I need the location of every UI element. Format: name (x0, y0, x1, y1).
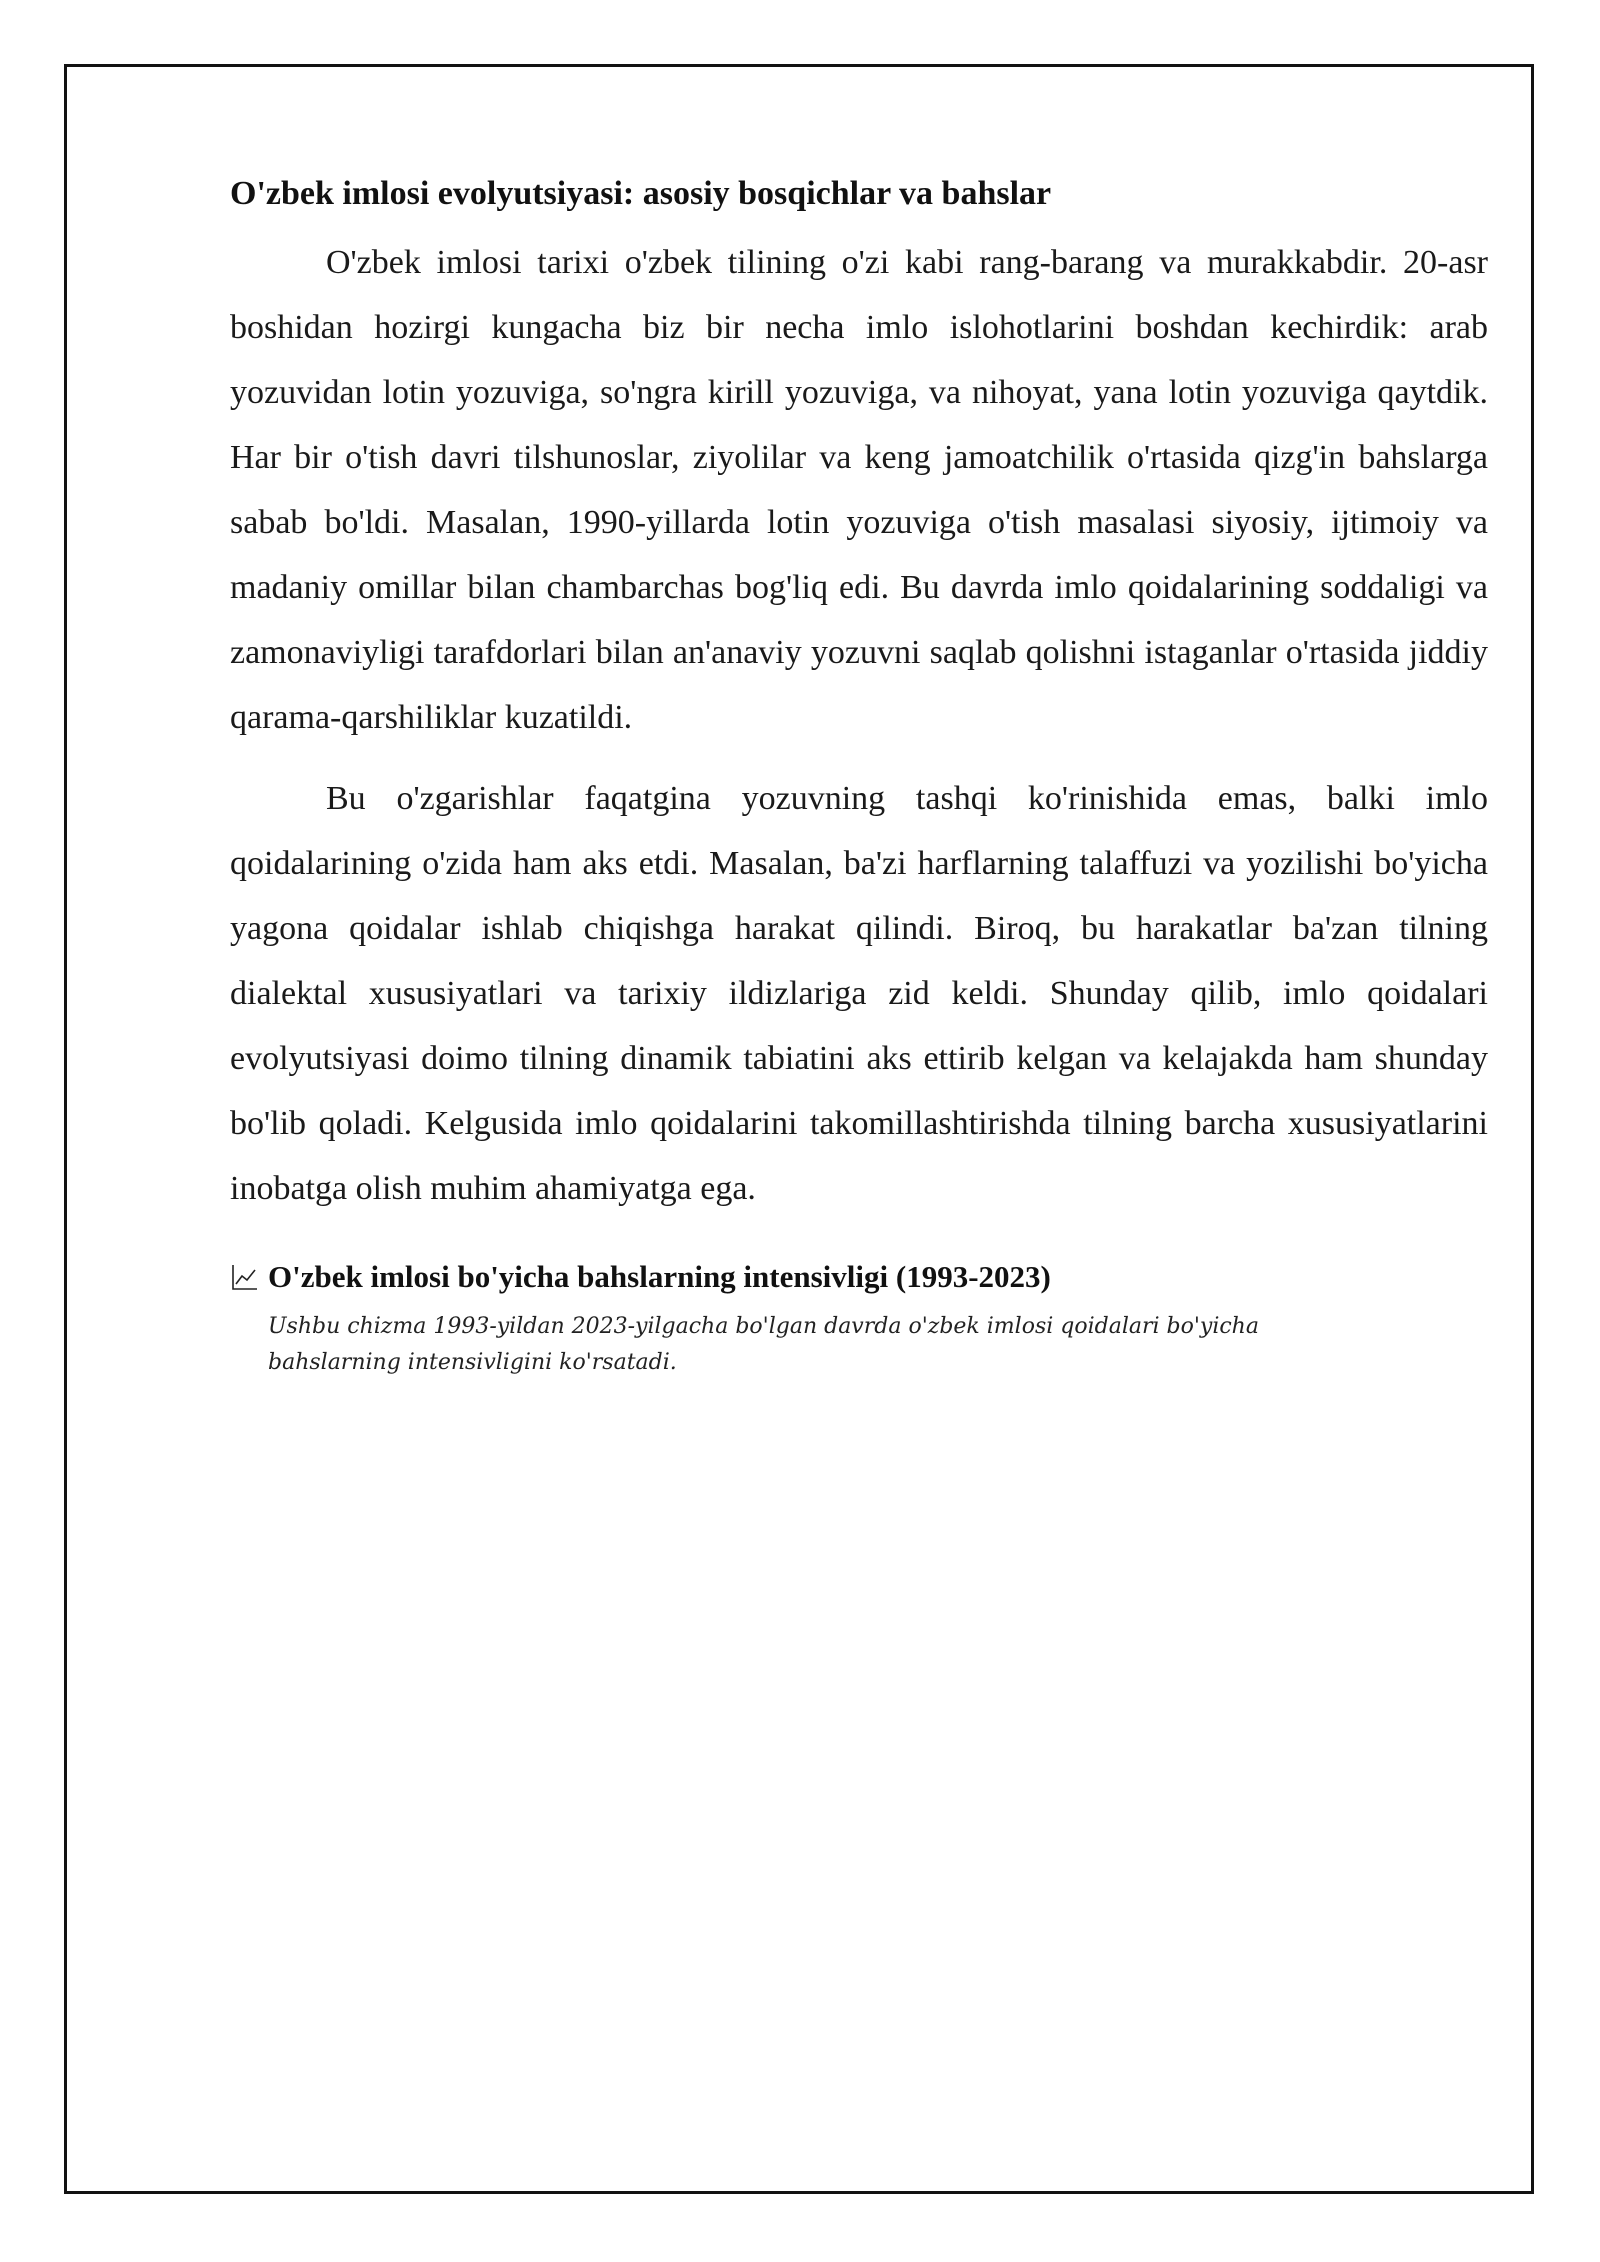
document-body (230, 172, 1488, 1381)
figure-caption: Ushbu chizma 1993-yildan 2023-yilgacha bo'lgan davrda o'zbek imlosi qoidalari bo'yicha bahslarning intensivligini ko'rsatadi. (268, 1314, 1259, 1375)
figure-title-row (230, 1257, 1488, 1297)
chart-line-icon (230, 1262, 260, 1292)
figure-title: O'zbek imlosi bo'yicha bahslarning intensivligi (1993-2023) (268, 1259, 1051, 1294)
paragraph-2: Bu o'zgarishlar faqatgina yozuvning tashqi ko'rinishida emas, balki imlo qoidalarining o'zida ham aks etdi. Masalan, ba'zi harflarning talaffuzi va yozilishi bo'yicha yagona qoidalar ishlab chiqishga harakat qilindi. Biroq, bu harakatlar ba'zan tilning dialektal xususiyatlari va tarixiy ildizlariga zid keldi. Shunday qilib, imlo qoidalari evolyutsiyasi doimo tilning dinamik tabiatini aks ettirib kelgan va kelajakda ham shunday bo'lib qoladi. Kelgusida imlo qoidalarini takomillashtirishda tilning barcha xususiyatlarini inobatga olish muhim ahamiyatga ega. (230, 780, 1488, 1207)
figure (230, 1257, 1488, 1381)
paragraph-1: O'zbek imlosi tarixi o'zbek tilining o'zi kabi rang-barang va murakkabdir. 20-asr boshidan hozirgi kungacha biz bir necha imlo islohotlarini boshdan kechirdik: arab yozuvidan lotin yozuviga, so'ngra kirill yozuviga, va nihoyat, yana lotin yozuviga qaytdik. Har bir o'tish davri tilshunoslar, ziyolilar va keng jamoatchilik o'rtasida qizg'in bahslarga sabab bo'ldi. Masalan, 1990-yillarda lotin yozuviga o'tish masalasi siyosiy, ijtimoiy va madaniy omillar bilan chambarchas bog'liq edi. Bu davrda imlo qoidalarining soddaligi va zamonaviyligi tarafdorlari bilan an'anaviy yozuvni saqlab qolishni istaganlar o'rtasida jiddiy qarama-qarshiliklar kuzatildi. (230, 244, 1488, 736)
document-title: O'zbek imlosi evolyutsiyasi: asosiy bosqichlar va bahslar (230, 175, 1052, 212)
